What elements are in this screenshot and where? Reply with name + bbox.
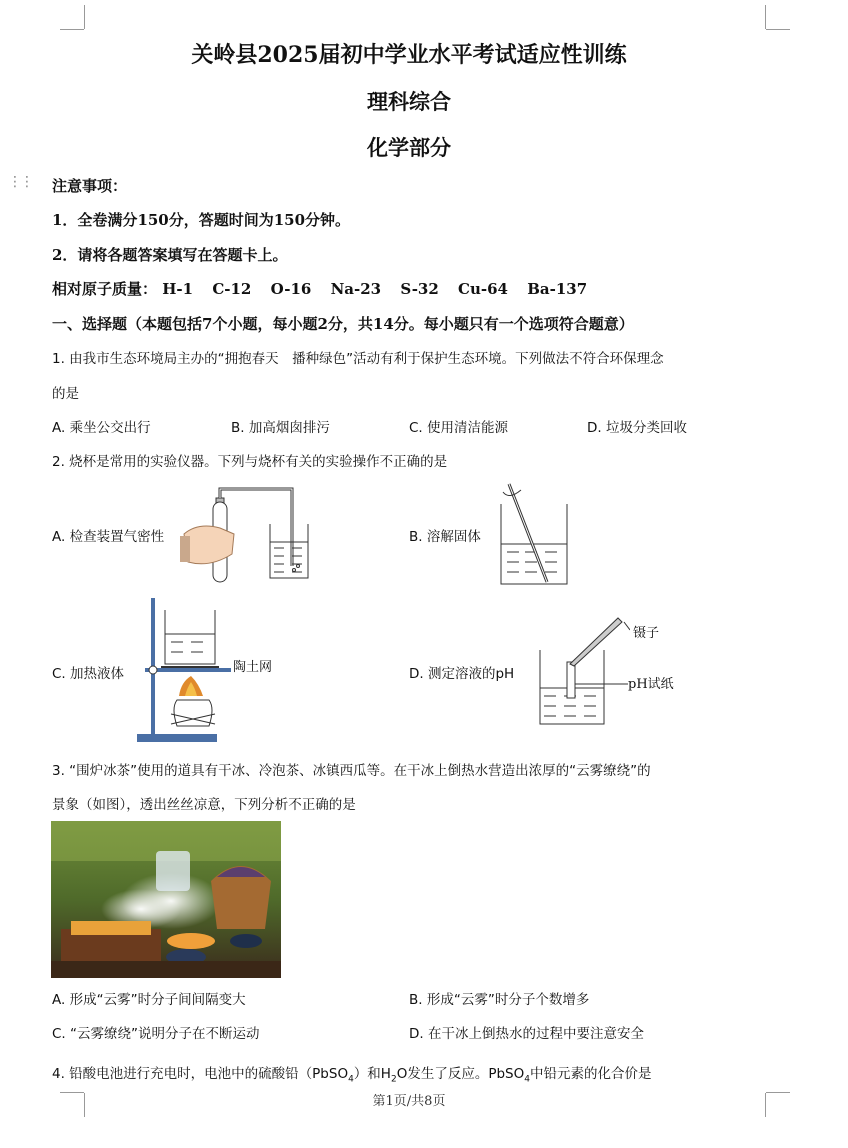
atomic-mass: O-16 — [270, 280, 312, 298]
atomic-mass: S-32 — [400, 280, 439, 298]
option-c: C. “云雾缭绕”说明分子在不断运动 — [52, 1026, 260, 1042]
label-tweezers: 镊子 — [633, 626, 660, 641]
page-title: 关岭县2025届初中学业水平考试适应性训练 — [191, 42, 627, 68]
crop-mark — [766, 29, 790, 30]
crop-mark — [60, 29, 84, 30]
dissolve-figure — [495, 478, 575, 588]
page-subtitle: 理科综合 — [367, 90, 451, 114]
section-title: 化学部分 — [367, 136, 451, 160]
label-gauze: 陶土网 — [233, 660, 273, 675]
notes-heading: 注意事项： — [52, 177, 128, 195]
option-d: D. 测定溶液的pH — [409, 666, 515, 682]
airtightness-figure — [180, 484, 320, 584]
option-a: A. 乘坐公交出行 — [52, 420, 151, 436]
option-a: A. 检查装置气密性 — [52, 529, 165, 545]
label-ph-paper: pH试纸 — [628, 677, 674, 692]
atomic-mass: Cu-64 — [458, 280, 508, 298]
question-stem: 的是 — [52, 386, 79, 402]
section-heading: 一、选择题（本题包括7个小题，每小题2分，共14分。每小题只有一个选项符合题意） — [52, 315, 634, 333]
heating-figure — [135, 596, 245, 746]
option-b: B. 加高烟囱排污 — [231, 420, 330, 436]
ph-test-figure — [530, 612, 630, 728]
option-c: C. 加热液体 — [52, 666, 125, 682]
option-a: A. 形成“云雾”时分子间间隔变大 — [52, 992, 246, 1008]
question-stem: 2. 烧杯是常用的实验仪器。下列与烧杯有关的实验操作不正确的是 — [52, 454, 448, 470]
drag-handle-icon[interactable]: ⋮⋮ — [8, 174, 32, 190]
note-item: 2．请将各题答案填写在答题卡上。 — [52, 246, 288, 264]
atomic-mass: Ba-137 — [527, 280, 588, 298]
atomic-mass-label: 相对原子质量： — [52, 280, 158, 298]
page-number: 第1页/共8页 — [372, 1094, 446, 1109]
crop-mark — [765, 5, 766, 29]
question-stem: 3. “围炉冰茶”使用的道具有干冰、冷泡茶、冰镇西瓜等。在干冰上倒热水营造出浓厚的“云雾缭绕”的 — [52, 763, 651, 779]
atomic-mass-row — [52, 278, 587, 299]
question-stem: 景象（如图），透出丝丝凉意，下列分析不正确的是 — [52, 797, 356, 813]
option-c: C. 使用清洁能源 — [409, 420, 509, 436]
option-d: D. 在干冰上倒热水的过程中要注意安全 — [409, 1026, 644, 1042]
atomic-mass: C-12 — [212, 280, 252, 298]
option-b: B. 溶解固体 — [409, 529, 481, 545]
question-stem: 1. 由我市生态环境局主办的“拥抱春天 播种绿色”活动有利于保护生态环境。下列做法不符合环保理念 — [52, 351, 664, 367]
question-stem: 4. 铅酸电池进行充电时，电池中的硫酸铅（PbSO$_4$）和$H_2O$发生了反应。PbSO$_4$中铅元素的化合价是 — [52, 1066, 652, 1085]
option-b: B. 形成“云雾”时分子个数增多 — [409, 992, 590, 1008]
tea-photo — [51, 821, 281, 978]
note-item: 1．全卷满分150分，答题时间为150分钟。 — [52, 211, 351, 229]
atomic-mass: H-1 — [162, 280, 194, 298]
option-d: D. 垃圾分类回收 — [587, 420, 687, 436]
atomic-mass: Na-23 — [330, 280, 382, 298]
crop-mark — [84, 5, 85, 29]
